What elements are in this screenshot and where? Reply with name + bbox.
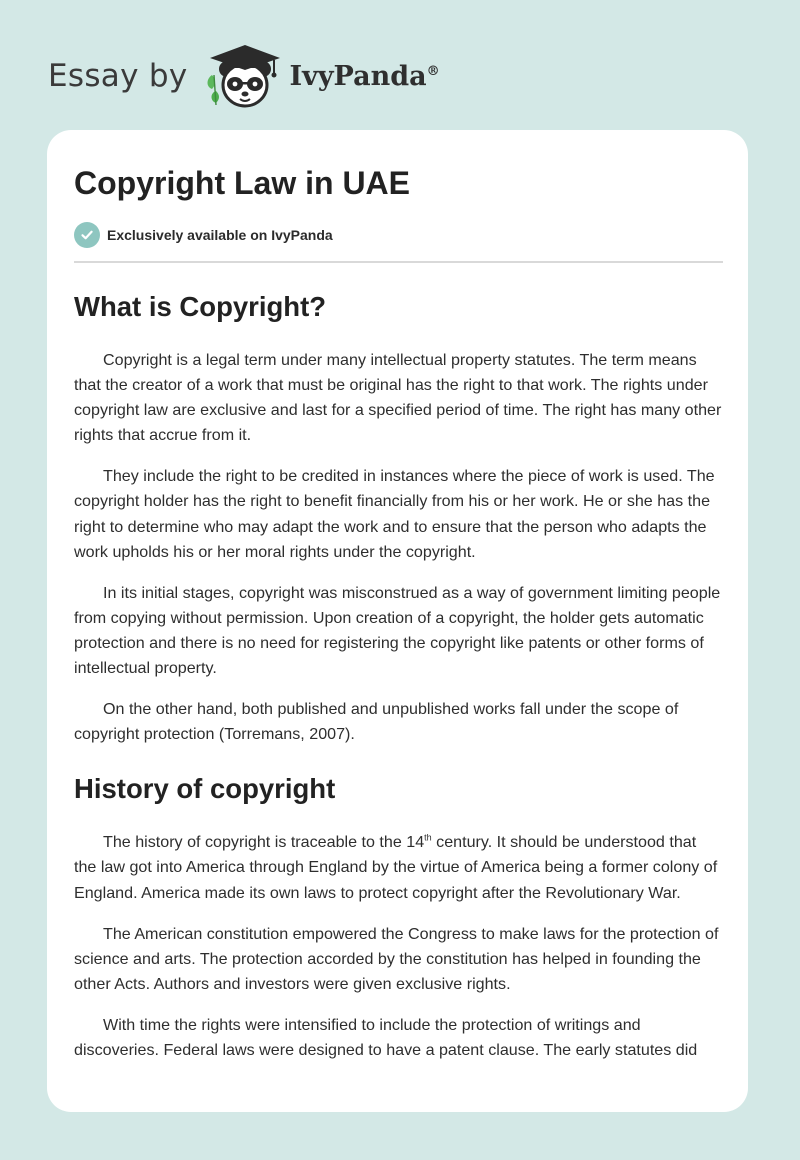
panda-graduate-icon	[202, 39, 288, 113]
essay-card	[47, 130, 748, 1112]
exclusive-badge	[74, 222, 333, 248]
paragraph: In its initial stages, copyright was misconstrued as a way of government limiting people from copying without permission. Upon creation of a copyright, the holder gets automatic protection and there is no need for registering the copyright like patents or other forms of intellectual property.	[74, 583, 721, 678]
exclusive-badge-label: Exclusively available on IvyPanda	[107, 227, 333, 243]
paragraph: They include the right to be credited in instances where the piece of work is used. The copyright holder has the right to benefit financially from his or her work. He or she has the right to determine who may adapt the work and to ensure that the person who adapts the work upholds his or her moral rights under the copyright.	[74, 467, 715, 561]
section-heading: History of copyright	[74, 773, 336, 805]
registered-mark: ®	[426, 63, 440, 79]
essay-body	[74, 277, 723, 1063]
brand-name: IvyPanda®	[289, 60, 440, 92]
paragraph: Copyright is a legal term under many intellectual property statutes. The term means that the creator of a work that must be original has the right to that work. The rights under copyright law are exclusive and last for a specified period of time. The right has many other rights that accrue from it.	[74, 351, 722, 445]
section-heading: What is Copyright?	[74, 291, 327, 322]
paragraph: With time the rights were intensified to include the protection of writings and discoveries. Federal laws were designed to have a patent clause. The early statutes did	[74, 1015, 698, 1059]
paragraph: On the other hand, both published and unpublished works fall under the scope of copyright protection (Torremans, 2007).	[74, 700, 679, 744]
site-brand[interactable]	[48, 36, 440, 116]
brand-prefix: Essay by	[48, 58, 188, 94]
essay-title: Copyright Law in UAE	[74, 165, 410, 201]
paragraph: The American constitution empowered the Congress to make laws for the protection of science and arts. The protection accorded by the constitution has helped in founding the other Acts. Authors and investors were given exclusive rights.	[74, 924, 719, 993]
title-divider	[74, 261, 723, 263]
check-circle-icon	[74, 222, 100, 248]
paragraph: The history of copyright is traceable to the 14th century. It should be understood that the law got into America through England by the virtue of America being a former colony of England. America made its own laws to protect copyright after the Revolutionary War.	[74, 832, 718, 902]
ordinal-suffix: th	[424, 832, 432, 843]
